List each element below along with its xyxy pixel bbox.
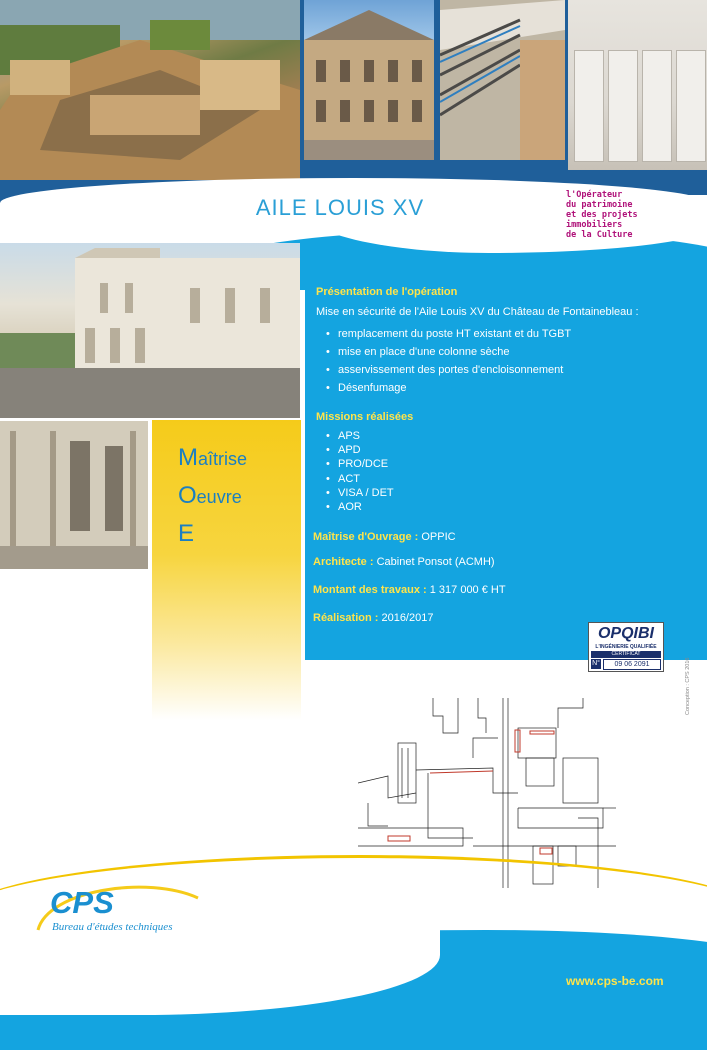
cabinet-3: [642, 50, 672, 162]
page-title: AILE LOUIS XV: [255, 195, 425, 220]
opqibi-certificat: CERTIFICAT: [591, 651, 661, 658]
opqibi-number: 09 06 2091: [603, 659, 661, 670]
owner-label: Maîtrise d'Ouvrage :: [313, 531, 419, 543]
list-item: • ACT: [326, 472, 394, 486]
missions-list: [326, 429, 394, 514]
architect-row: [313, 556, 495, 568]
moe-initial: M: [178, 444, 198, 471]
oppic-logo-line: immobiliers: [566, 220, 623, 230]
credit-text: Conception : CPS 2016: [685, 657, 691, 715]
wing-exterior-photo: [0, 243, 300, 418]
switchgear-photo: [568, 0, 707, 170]
presentation-heading: Présentation de l'opération: [316, 286, 458, 298]
budget-row: [313, 584, 506, 596]
moe-initial: O: [178, 482, 197, 509]
cable-tray-photo: [440, 0, 565, 160]
cabinet-4: [676, 50, 706, 162]
list-item: • APD: [326, 443, 394, 457]
date-value: 2016/2017: [378, 612, 434, 624]
opqibi-n-label: N°: [592, 660, 600, 667]
moe-rest: euvre: [196, 487, 242, 507]
oppic-logo-line: l'Opérateur: [566, 190, 623, 200]
list-item: • PRO/DCE: [326, 457, 394, 471]
chateau-aerial-photo: [0, 0, 300, 180]
cps-logo-text: CPS: [50, 885, 114, 920]
date-label: Réalisation :: [313, 612, 379, 624]
cabinet-1: [574, 50, 604, 162]
owner-row: [313, 531, 456, 543]
oppic-logo-line: et des projets: [566, 210, 638, 220]
oppic-logo-line: du patrimoine: [566, 200, 633, 210]
design-credit: [683, 655, 695, 715]
list-item: • Désenfumage: [326, 379, 571, 397]
list-item: • asservissement des portes d'encloisonnement: [326, 361, 571, 379]
list-item: • remplacement du poste HT existant et du TGBT: [326, 325, 571, 343]
oppic-logo: [566, 190, 656, 240]
opqibi-subtitle: L'INGÉNIERIE QUALIFIÉE: [595, 644, 657, 650]
architect-value: Cabinet Ponsot (ACMH): [373, 556, 495, 568]
presentation-intro: Mise en sécurité de l'Aile Louis XV du Château de Fontainebleau :: [316, 306, 639, 318]
list-item: • APS: [326, 429, 394, 443]
opqibi-badge: [588, 622, 664, 672]
wing-exterior-illustration: [0, 243, 300, 418]
oppic-logo-line: de la Culture: [566, 230, 633, 240]
opqibi-logo: OPQIBI: [597, 625, 654, 642]
courtyard-facade-photo: [304, 0, 434, 160]
opqibi-number-row: [591, 659, 661, 669]
date-row: [313, 612, 433, 624]
budget-value: 1 317 000 € HT: [426, 584, 506, 596]
missions-heading: Missions réalisées: [316, 411, 414, 423]
facade-detail-illustration: [0, 421, 148, 569]
cabinet-2: [608, 50, 638, 162]
presentation-list: [326, 325, 571, 397]
list-item: • mise en place d'une colonne sèche: [326, 343, 571, 361]
moe-line-1: [178, 444, 247, 472]
moe-initial: E: [178, 520, 195, 547]
list-item: • VISA / DET: [326, 486, 394, 500]
cps-tagline: Bureau d'études techniques: [52, 921, 173, 933]
budget-label: Montant des travaux :: [313, 584, 427, 596]
owner-value: OPPIC: [418, 531, 456, 543]
facade-illustration: [304, 0, 434, 160]
moe-line-3: [178, 520, 194, 548]
chateau-aerial-illustration: [0, 0, 300, 180]
architect-label: Architecte :: [313, 556, 374, 568]
moe-line-2: [178, 482, 242, 510]
website-link[interactable]: www.cps-be.com: [566, 974, 664, 988]
list-item: • AOR: [326, 500, 394, 514]
moe-rest: aîtrise: [198, 449, 248, 469]
cable-tray-illustration: [440, 0, 565, 160]
facade-detail-photo: [0, 421, 148, 569]
